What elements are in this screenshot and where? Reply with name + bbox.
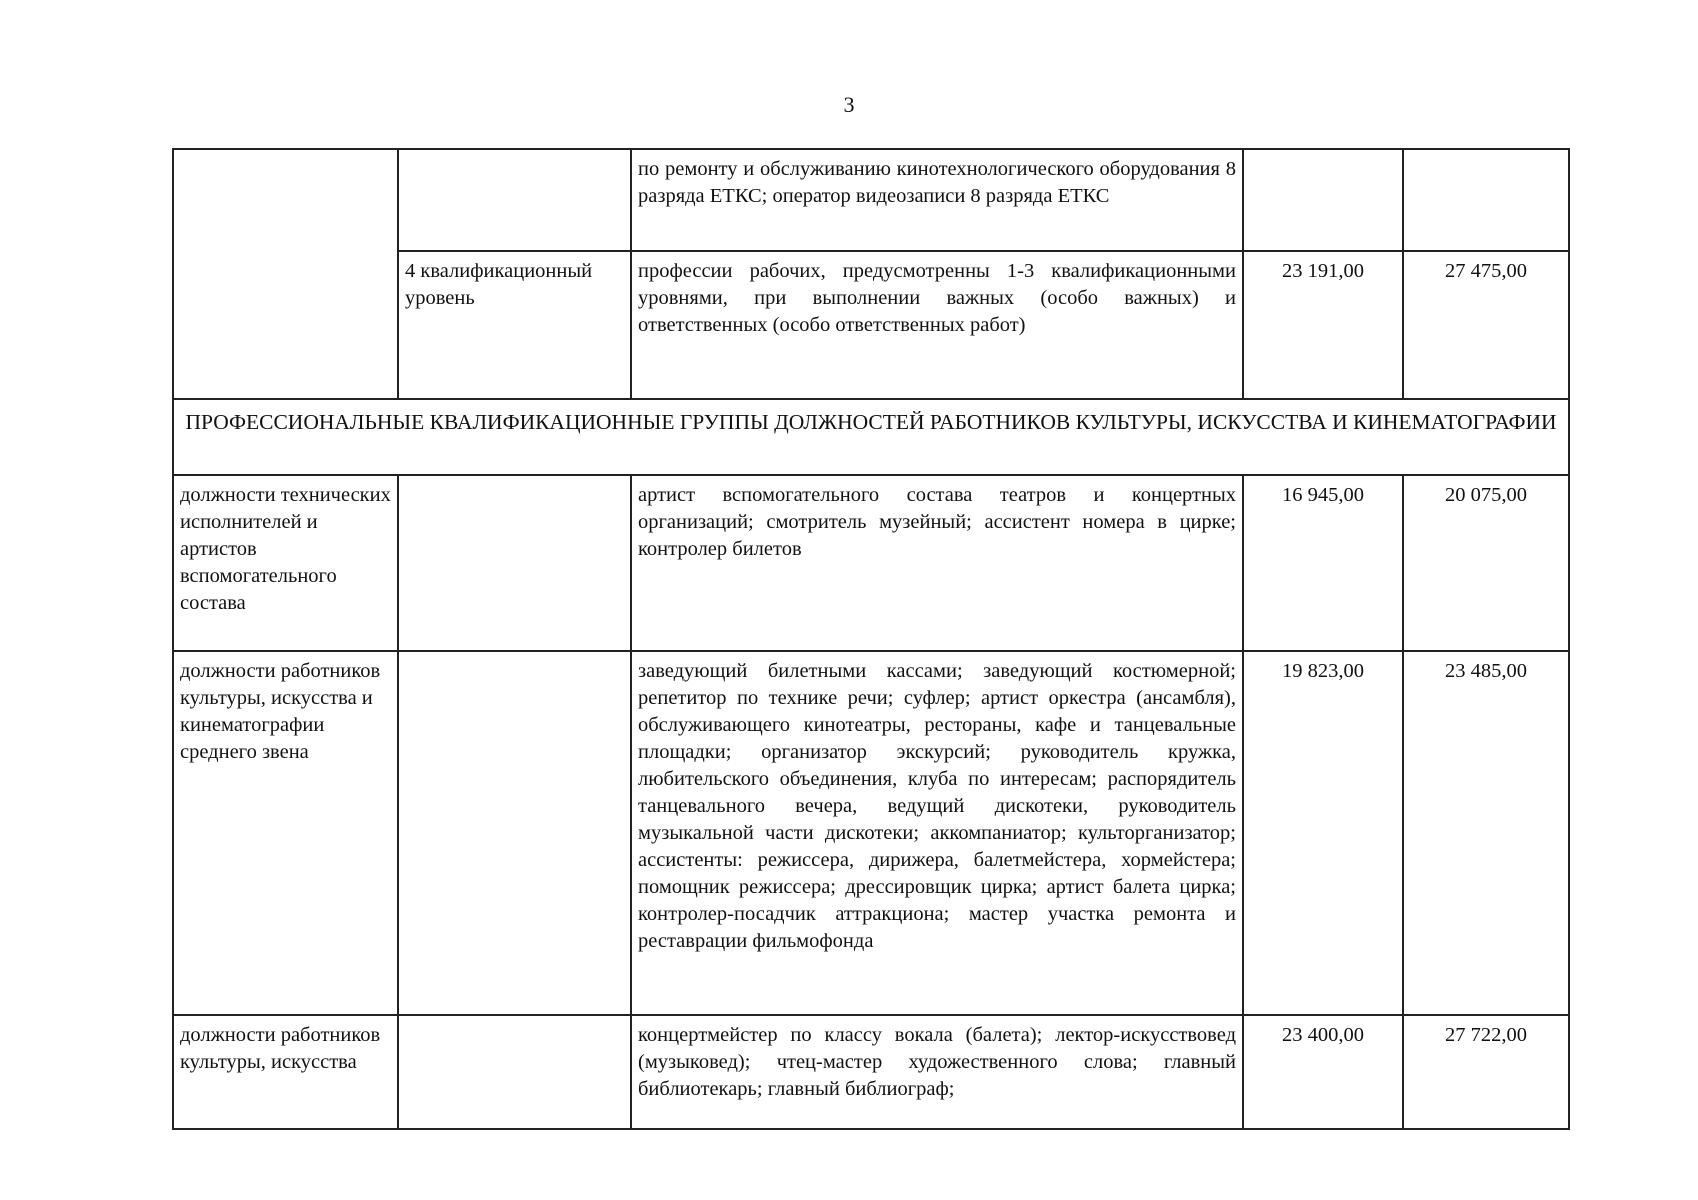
table-row xyxy=(173,651,1569,1015)
description-cell: концертмейстер по классу вокала (балета); лектор-искусствовед (музыковед); чтец-мастер художественного слова; главный библиотекарь; главный библиограф; xyxy=(631,1015,1243,1129)
salary-min-cell: 23 191,00 xyxy=(1243,251,1403,399)
level-cell: 4 квалификационный уровень xyxy=(398,251,631,399)
table-row xyxy=(173,1015,1569,1129)
description-cell: артист вспомогательного состава театров и концертных организаций; смотритель музейный; ассистент номера в цирке; контролер билетов xyxy=(631,475,1243,651)
salary-min-cell xyxy=(1243,149,1403,251)
salary-table xyxy=(172,148,1570,1130)
section-header-row xyxy=(173,399,1569,475)
salary-max-cell: 20 075,00 xyxy=(1403,475,1569,651)
salary-min-cell: 16 945,00 xyxy=(1243,475,1403,651)
group-cell: должности работников культуры, искусства xyxy=(173,1015,398,1129)
table-row xyxy=(173,149,1569,251)
description-cell: по ремонту и обслуживанию кинотехнологического оборудования 8 разряда ЕТКС; оператор видеозаписи 8 разряда ЕТКС xyxy=(631,149,1243,251)
page-number: 3 xyxy=(843,92,855,117)
table-row xyxy=(173,475,1569,651)
salary-min-cell: 19 823,00 xyxy=(1243,651,1403,1015)
section-header: ПРОФЕССИОНАЛЬНЫЕ КВАЛИФИКАЦИОННЫЕ ГРУППЫ ДОЛЖНОСТЕЙ РАБОТНИКОВ КУЛЬТУРЫ, ИСКУССТВА И КИНЕМАТОГРАФИИ xyxy=(173,399,1569,475)
salary-max-cell: 27 722,00 xyxy=(1403,1015,1569,1129)
salary-max-cell: 27 475,00 xyxy=(1403,251,1569,399)
group-cell: должности работников культуры, искусства и кинематографии среднего звена xyxy=(173,651,398,1015)
level-cell xyxy=(398,1015,631,1129)
group-cell: должности технических исполнителей и артистов вспомогательного состава xyxy=(173,475,398,651)
salary-max-cell xyxy=(1403,149,1569,251)
salary-max-cell: 23 485,00 xyxy=(1403,651,1569,1015)
description-cell: заведующий билетными кассами; заведующий костюмерной; репетитор по технике речи; суфлер; артист оркестра (ансамбля), обслуживающего кинотеатры, рестораны, кафе и танцевальные площадки; организатор экскурсий; руководитель кружка, любительского объединения, клуба по интересам; распорядитель танцевального вечера, ведущий дискотеки, руководитель музыкальной части дискотеки; аккомпаниатор; культорганизатор; ассистенты: режиссера, дирижера, балетмейстера, хормейстера; помощник режиссера; дрессировщик цирка; артист балета цирка; контролер-посадчик аттракциона; мастер участка ремонта и реставрации фильмофонда xyxy=(631,651,1243,1015)
level-cell xyxy=(398,475,631,651)
group-cell xyxy=(173,149,398,399)
description-cell: профессии рабочих, предусмотренны 1-3 квалификационными уровнями, при выполнении важных (особо важных) и ответственных (особо ответственных работ) xyxy=(631,251,1243,399)
level-cell xyxy=(398,149,631,251)
salary-min-cell: 23 400,00 xyxy=(1243,1015,1403,1129)
level-cell xyxy=(398,651,631,1015)
